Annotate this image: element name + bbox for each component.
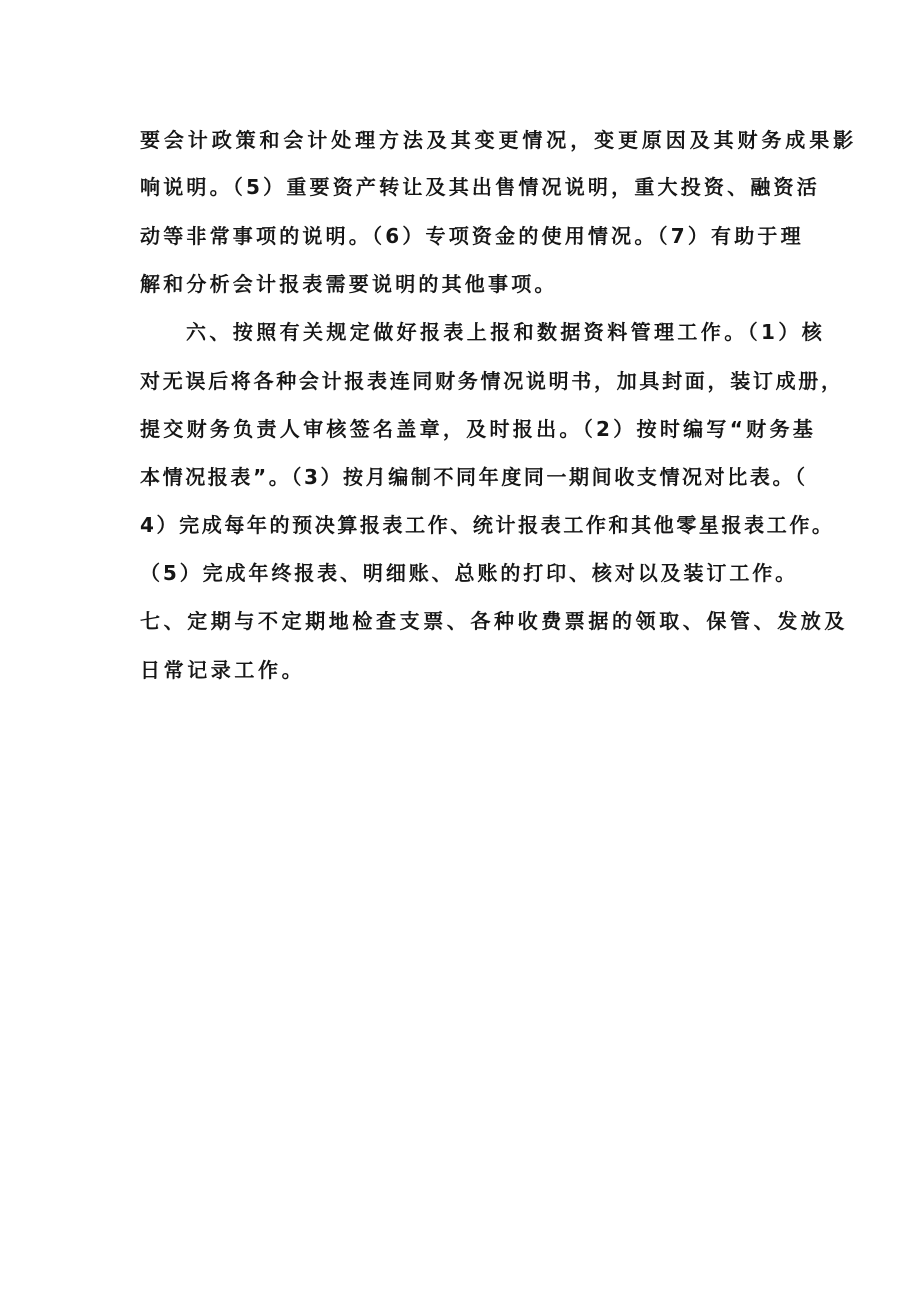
paragraph-line: 七、定期与不定期地检查支票、各种收费票据的领取、保管、发放及	[140, 609, 848, 633]
paragraph-line: 提交财务负责人审核签名盖章，及时报出。（2）按时编写“财务基	[140, 417, 817, 441]
paragraph-line: （5）完成年终报表、明细账、总账的打印、核对以及装订工作。	[140, 561, 799, 585]
paragraph-line: 日常记录工作。	[140, 658, 306, 682]
paragraph-line: 对无误后将各种会计报表连同财务情况说明书，加具封面，装订成册，	[140, 369, 844, 393]
paragraph-line: 4）完成每年的预决算报表工作、统计报表工作和其他零星报表工作。	[140, 513, 835, 537]
paragraph-line: 要会计政策和会计处理方法及其变更情况，变更原因及其财务成果影	[140, 128, 857, 152]
paragraph-line: 解和分析会计报表需要说明的其他事项。	[140, 272, 558, 296]
paragraph-line: 响说明。（5）重要资产转让及其出售情况说明，重大投资、融资活	[140, 175, 820, 199]
paragraph-line: 本情况报表”。（3）按月编制不同年度同一期间收支情况对比表。（	[140, 465, 808, 489]
paragraph-line: 动等非常事项的说明。（6）专项资金的使用情况。（7）有助于理	[140, 224, 804, 248]
paragraph-line: 六、按照有关规定做好报表上报和数据资料管理工作。（1）核	[186, 320, 826, 344]
